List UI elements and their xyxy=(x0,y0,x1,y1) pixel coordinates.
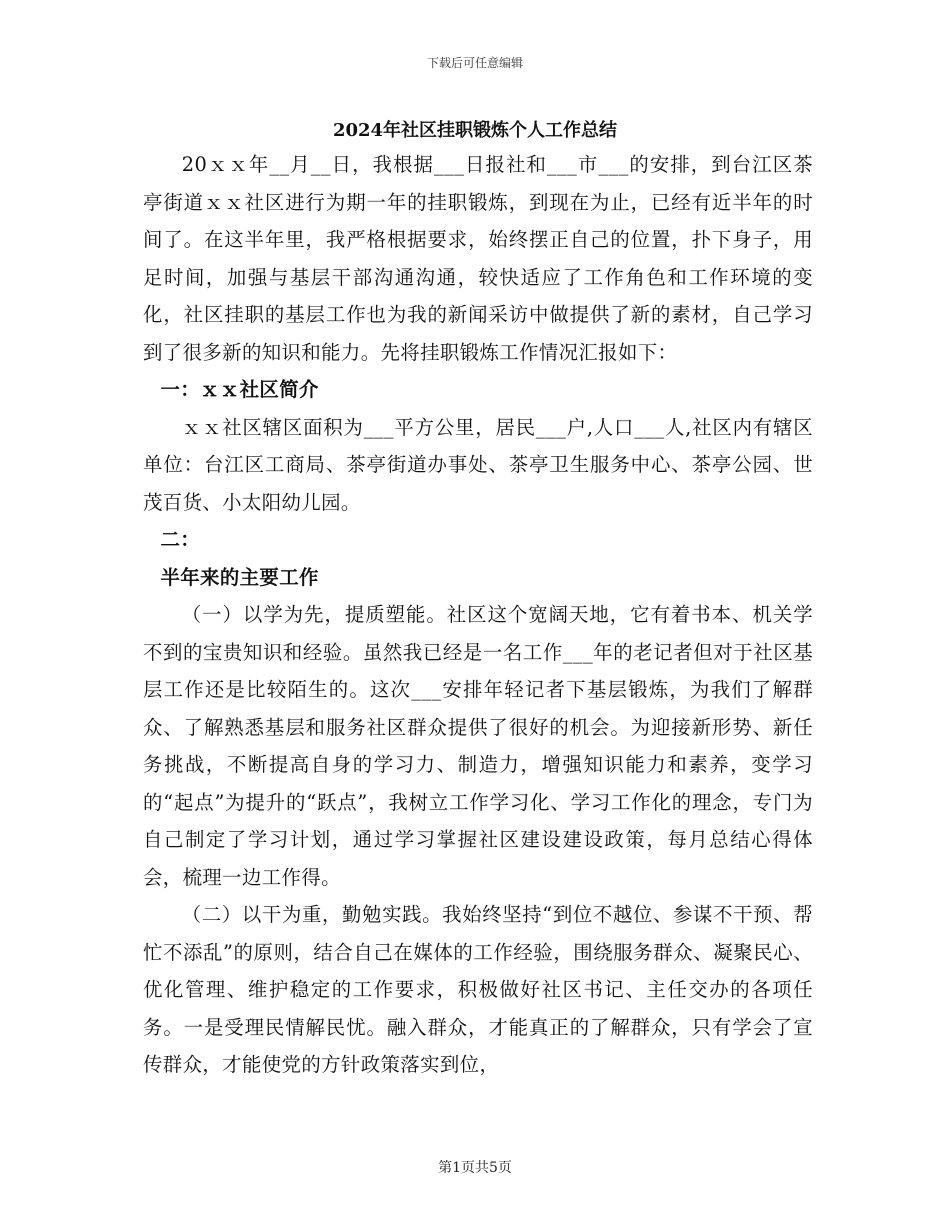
work-paragraph-1: （一）以学为先，提质塑能。社区这个宽阔天地，它有着书本、机关学不到的宝贵知识和经验。虽然我已经是一名工作___年的老记者但对于社区基层工作还是比较陌生的。这次___安排年轻记者下基层锻炼，为我们了解群众、了解熟悉基层和服务社区群众提供了很好的机会。为迎接新形势、新任务挑战，不断提高自身的学习力、制造力，增强知识能力和素养，变学习的“起点”为提升的“跃点”，我树立工作学习化、学习工作化的理念，专门为自己制定了学习计划，通过学习掌握社区建设建设政策，每月总结心得体会，梳理一边工作得。 xyxy=(143,603,813,889)
page-footer: 第1页共5页 xyxy=(438,1160,512,1176)
document-body xyxy=(143,146,813,1084)
section-heading-1: 一：ｘｘ社区简介 xyxy=(160,378,319,401)
section-heading-2: 二： xyxy=(160,528,201,551)
page-header: 下载后可任意编辑 xyxy=(426,56,523,70)
intro-paragraph: 20ｘｘ年__月__日，我根据___日报社和___市___的安排，到台江区茶亭街道ｘｘ社区进行为期一年的挂职锻炼，到现在为止，已经有近半年的时间了。在这半年里，我严格根据要求，始终摆正自己的位置，扑下身子，用足时间，加强与基层干部沟通沟通，较快适应了工作角色和工作环境的变化，社区挂职的基层工作也为我的新闻采访中做提供了新的素材，自己学习到了很多新的知识和能力。先将挂职锻炼工作情况汇报如下： xyxy=(143,153,813,364)
work-paragraph-2: （二）以干为重，勤勉实践。我始终坚持“到位不越位、参谋不干预、帮忙不添乱”的原则，结合自己在媒体的工作经验，围绕服务群众、凝聚民心、优化管理、维护稳定的工作要求，积极做好社区书记、主任交办的各项任务。一是受理民情解民忧。融入群众，才能真正的了解群众，只有学会了宣传群众，才能使党的方针政策落实到位， xyxy=(143,903,813,1076)
community-paragraph: ｘｘ社区辖区面积为___平方公里，居民___户,人口___人,社区内有辖区单位：台江区工商局、茶亭街道办事处、茶亭卫生服务中心、茶亭公园、世茂百货、小太阳幼儿园。 xyxy=(143,415,813,514)
document-title: 2024年社区挂职锻炼个人工作总结 xyxy=(332,120,618,141)
section-heading-2-title: 半年来的主要工作 xyxy=(160,565,319,589)
